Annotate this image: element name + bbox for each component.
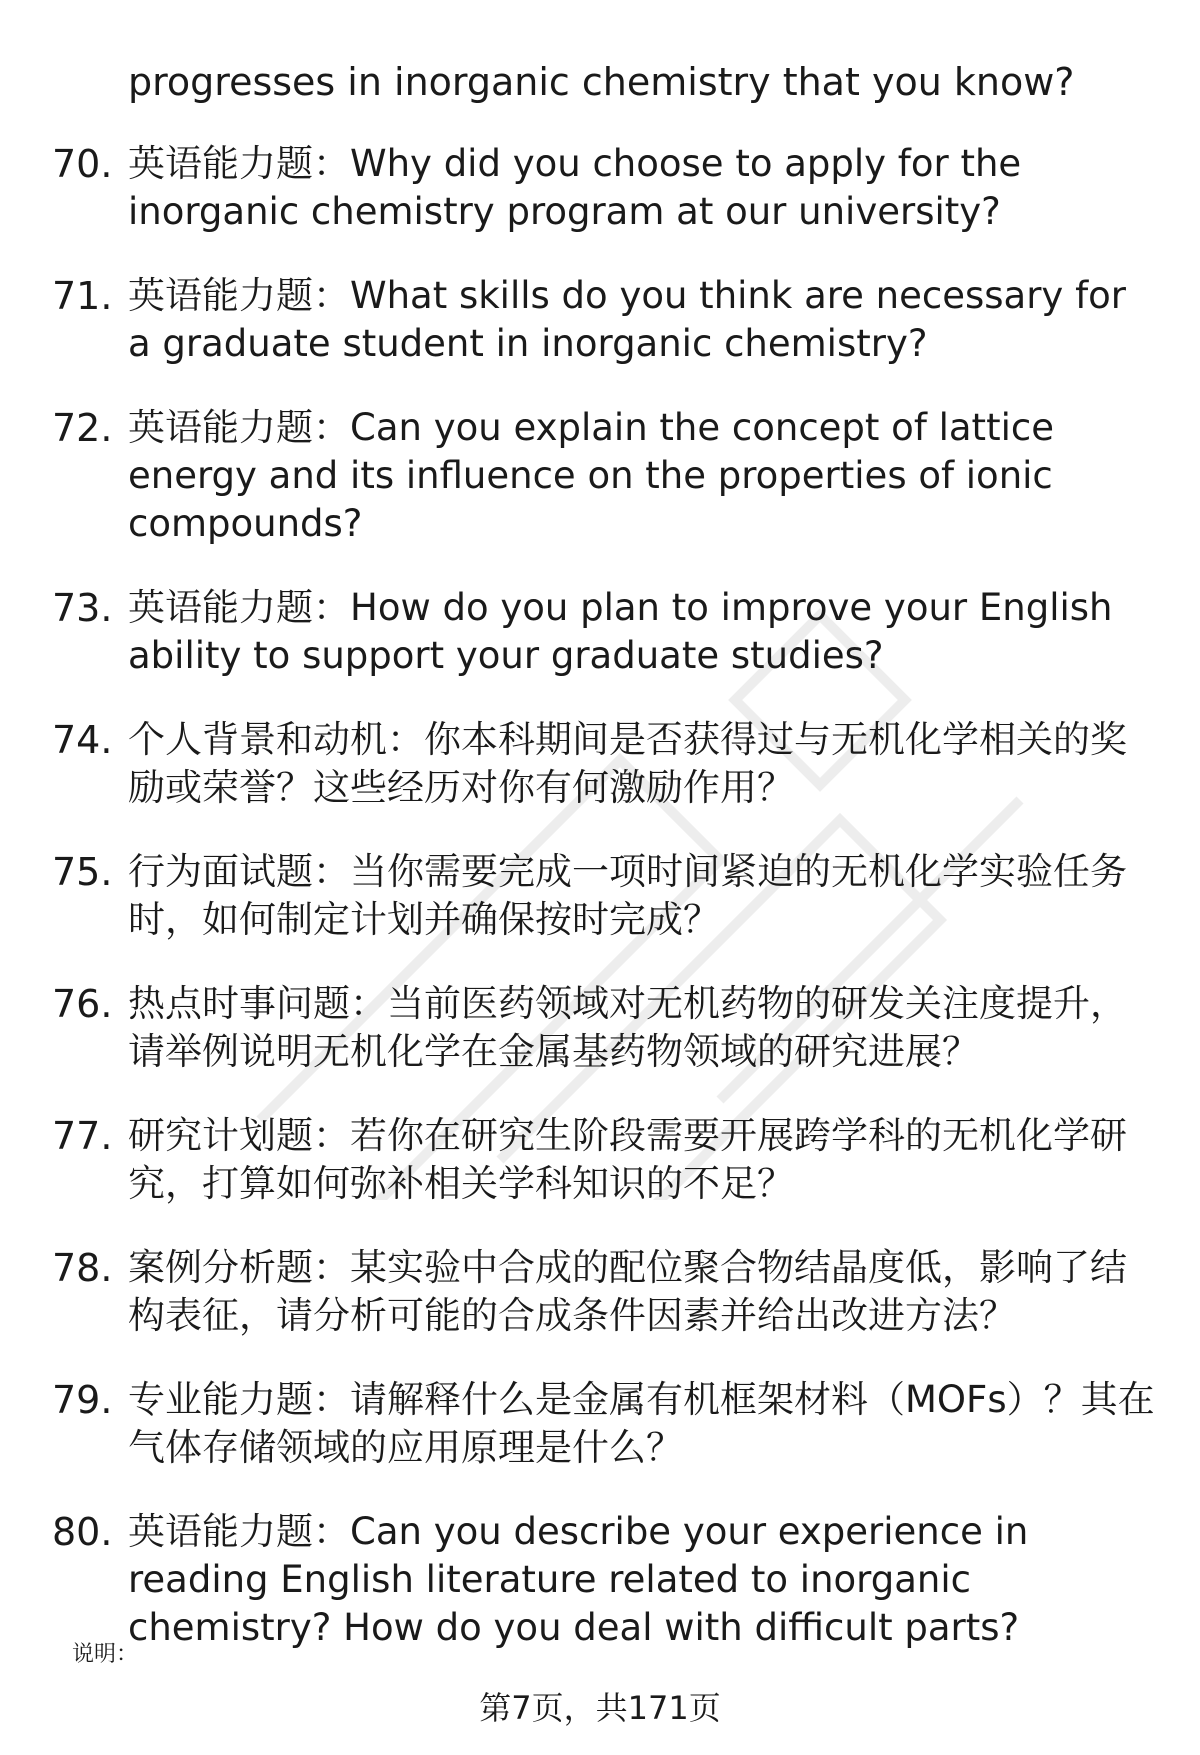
note-label: 说明： bbox=[72, 1642, 139, 1667]
question-number: 78. bbox=[52, 1246, 113, 1290]
question-list bbox=[0, 140, 1200, 1688]
question-text: 英语能力题：Can you describe your experience in reading English literature related to inorganic chemistry? How do you deal with difficult parts? bbox=[128, 1510, 1029, 1649]
question-item bbox=[0, 404, 1200, 548]
question-text: 热点时事问题：当前医药领域对无机药物的研发关注度提升，请举例说明无机化学在金属基药物领域的研究进展？ bbox=[128, 982, 1127, 1073]
question-item bbox=[0, 140, 1200, 236]
question-item bbox=[0, 716, 1200, 812]
question-number: 76. bbox=[52, 982, 113, 1026]
question-item bbox=[0, 1376, 1200, 1472]
page-footer: 第7页，共171页 bbox=[479, 1689, 721, 1727]
question-text: 个人背景和动机：你本科期间是否获得过与无机化学相关的奖励或荣誉？这些经历对你有何激励作用？ bbox=[128, 718, 1127, 809]
question-text: 行为面试题：当你需要完成一项时间紧迫的无机化学实验任务时，如何制定计划并确保按时完成？ bbox=[128, 850, 1127, 941]
question-number: 73. bbox=[52, 586, 113, 630]
question-text: 英语能力题：Why did you choose to apply for the inorganic chemistry program at our university? bbox=[128, 142, 1022, 233]
question-text: 英语能力题：Can you explain the concept of lattice energy and its influence on the properties of ionic compounds? bbox=[128, 406, 1054, 545]
question-item bbox=[0, 584, 1200, 680]
question-number: 75. bbox=[52, 850, 113, 894]
question-item bbox=[0, 272, 1200, 368]
question-item bbox=[0, 1244, 1200, 1340]
question-text: 英语能力题：What skills do you think are necessary for a graduate student in inorganic chemistry? bbox=[128, 274, 1126, 365]
question-item bbox=[0, 848, 1200, 944]
question-text: 英语能力题：How do you plan to improve your English ability to support your graduate studies? bbox=[128, 586, 1113, 677]
question-number: 79. bbox=[52, 1378, 113, 1422]
question-item bbox=[0, 1112, 1200, 1208]
continuation-text: progresses in inorganic chemistry that you know? bbox=[128, 60, 1075, 104]
question-number: 72. bbox=[52, 406, 113, 450]
question-text: 案例分析题：某实验中合成的配位聚合物结晶度低，影响了结构表征，请分析可能的合成条件因素并给出改进方法？ bbox=[128, 1246, 1127, 1337]
question-number: 71. bbox=[52, 274, 113, 318]
question-number: 77. bbox=[52, 1114, 113, 1158]
question-item bbox=[0, 1508, 1200, 1652]
question-number: 70. bbox=[52, 142, 113, 186]
question-number: 80. bbox=[52, 1510, 113, 1554]
question-text: 专业能力题：请解释什么是金属有机框架材料（MOFs）？其在气体存储领域的应用原理是什么？ bbox=[128, 1378, 1155, 1469]
question-text: 研究计划题：若你在研究生阶段需要开展跨学科的无机化学研究，打算如何弥补相关学科知识的不足？ bbox=[128, 1114, 1127, 1205]
question-item bbox=[0, 980, 1200, 1076]
question-number: 74. bbox=[52, 718, 113, 762]
